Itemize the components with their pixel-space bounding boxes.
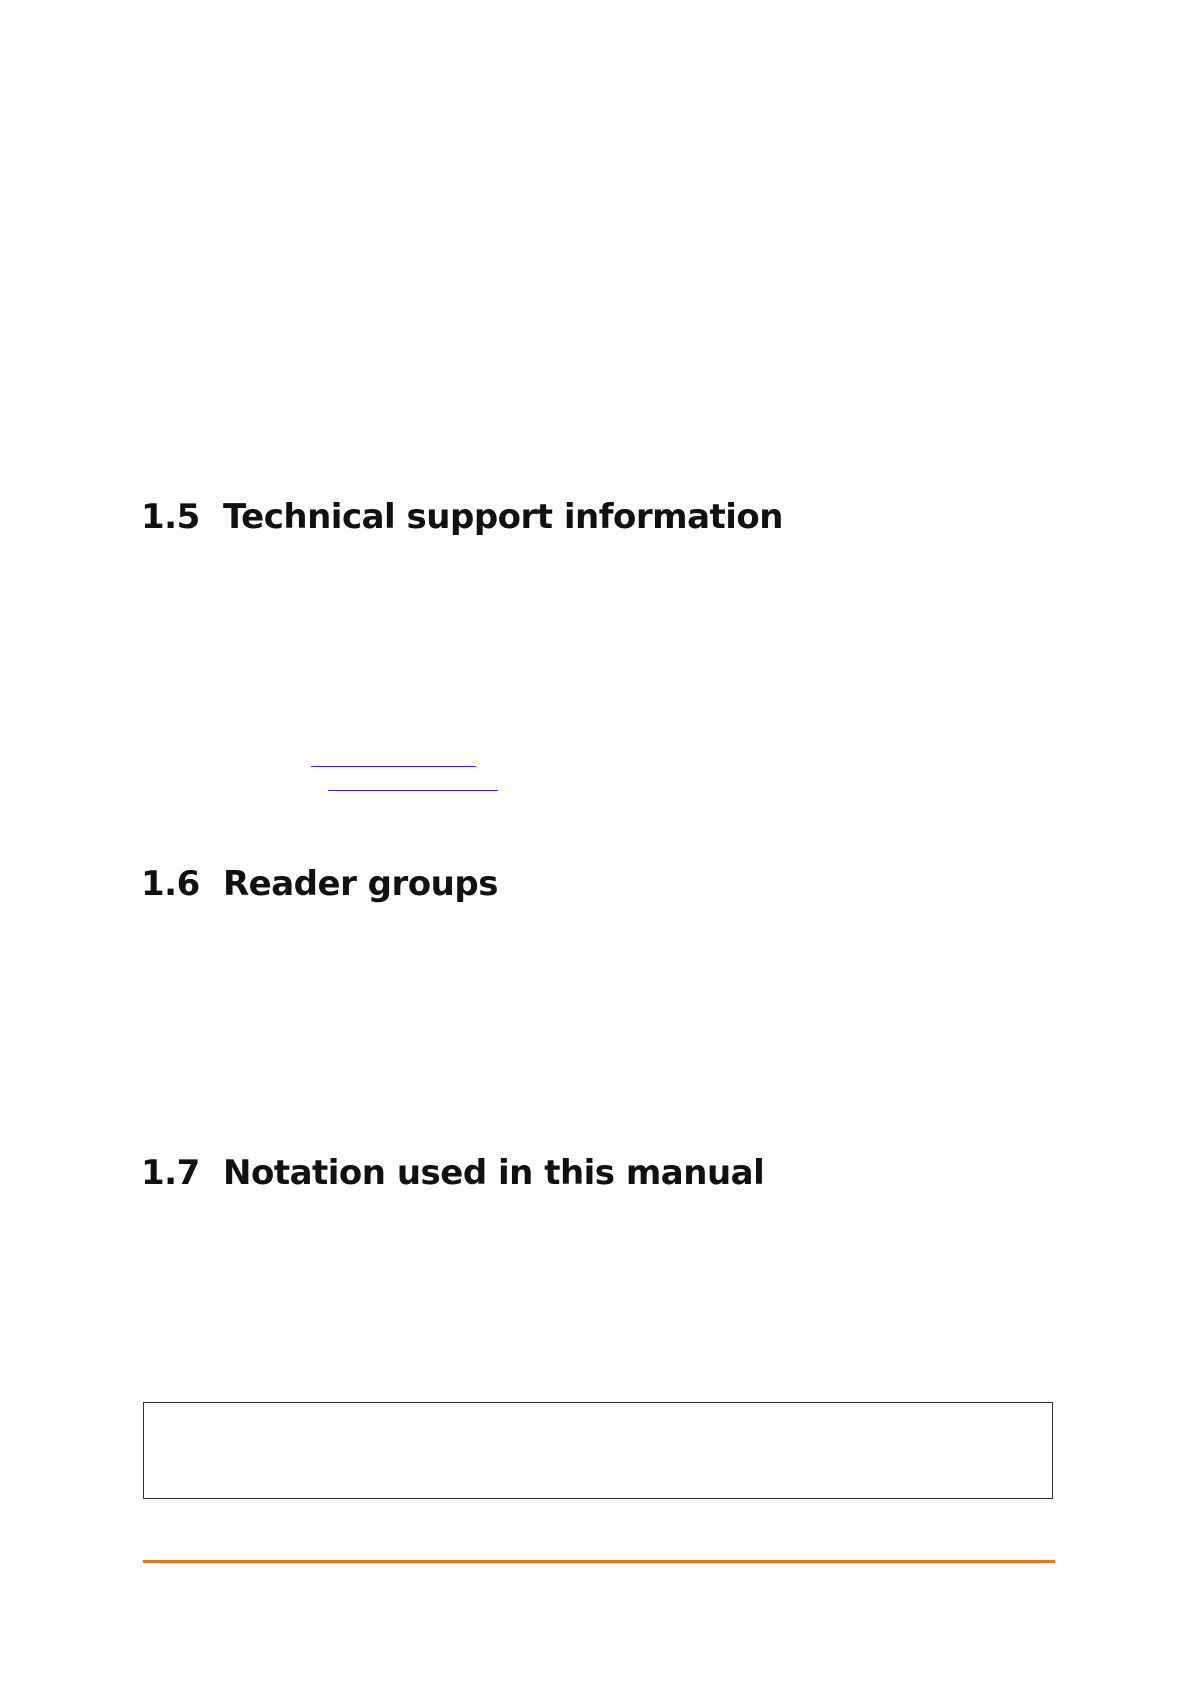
section-title: Notation used in this manual xyxy=(223,1153,765,1193)
hyperlink-underline[interactable] xyxy=(311,766,476,767)
section-title: Reader groups xyxy=(223,864,498,904)
section-heading-notation xyxy=(141,1153,764,1193)
section-number: 1.5 xyxy=(141,497,200,537)
section-number: 1.7 xyxy=(141,1153,200,1193)
footer-accent-rule xyxy=(143,1560,1055,1563)
section-heading-technical-support xyxy=(141,497,783,537)
note-box xyxy=(143,1402,1053,1499)
hyperlink-underline[interactable] xyxy=(328,790,498,791)
section-title: Technical support information xyxy=(223,497,783,537)
section-number: 1.6 xyxy=(141,864,200,904)
section-heading-reader-groups xyxy=(141,864,498,904)
